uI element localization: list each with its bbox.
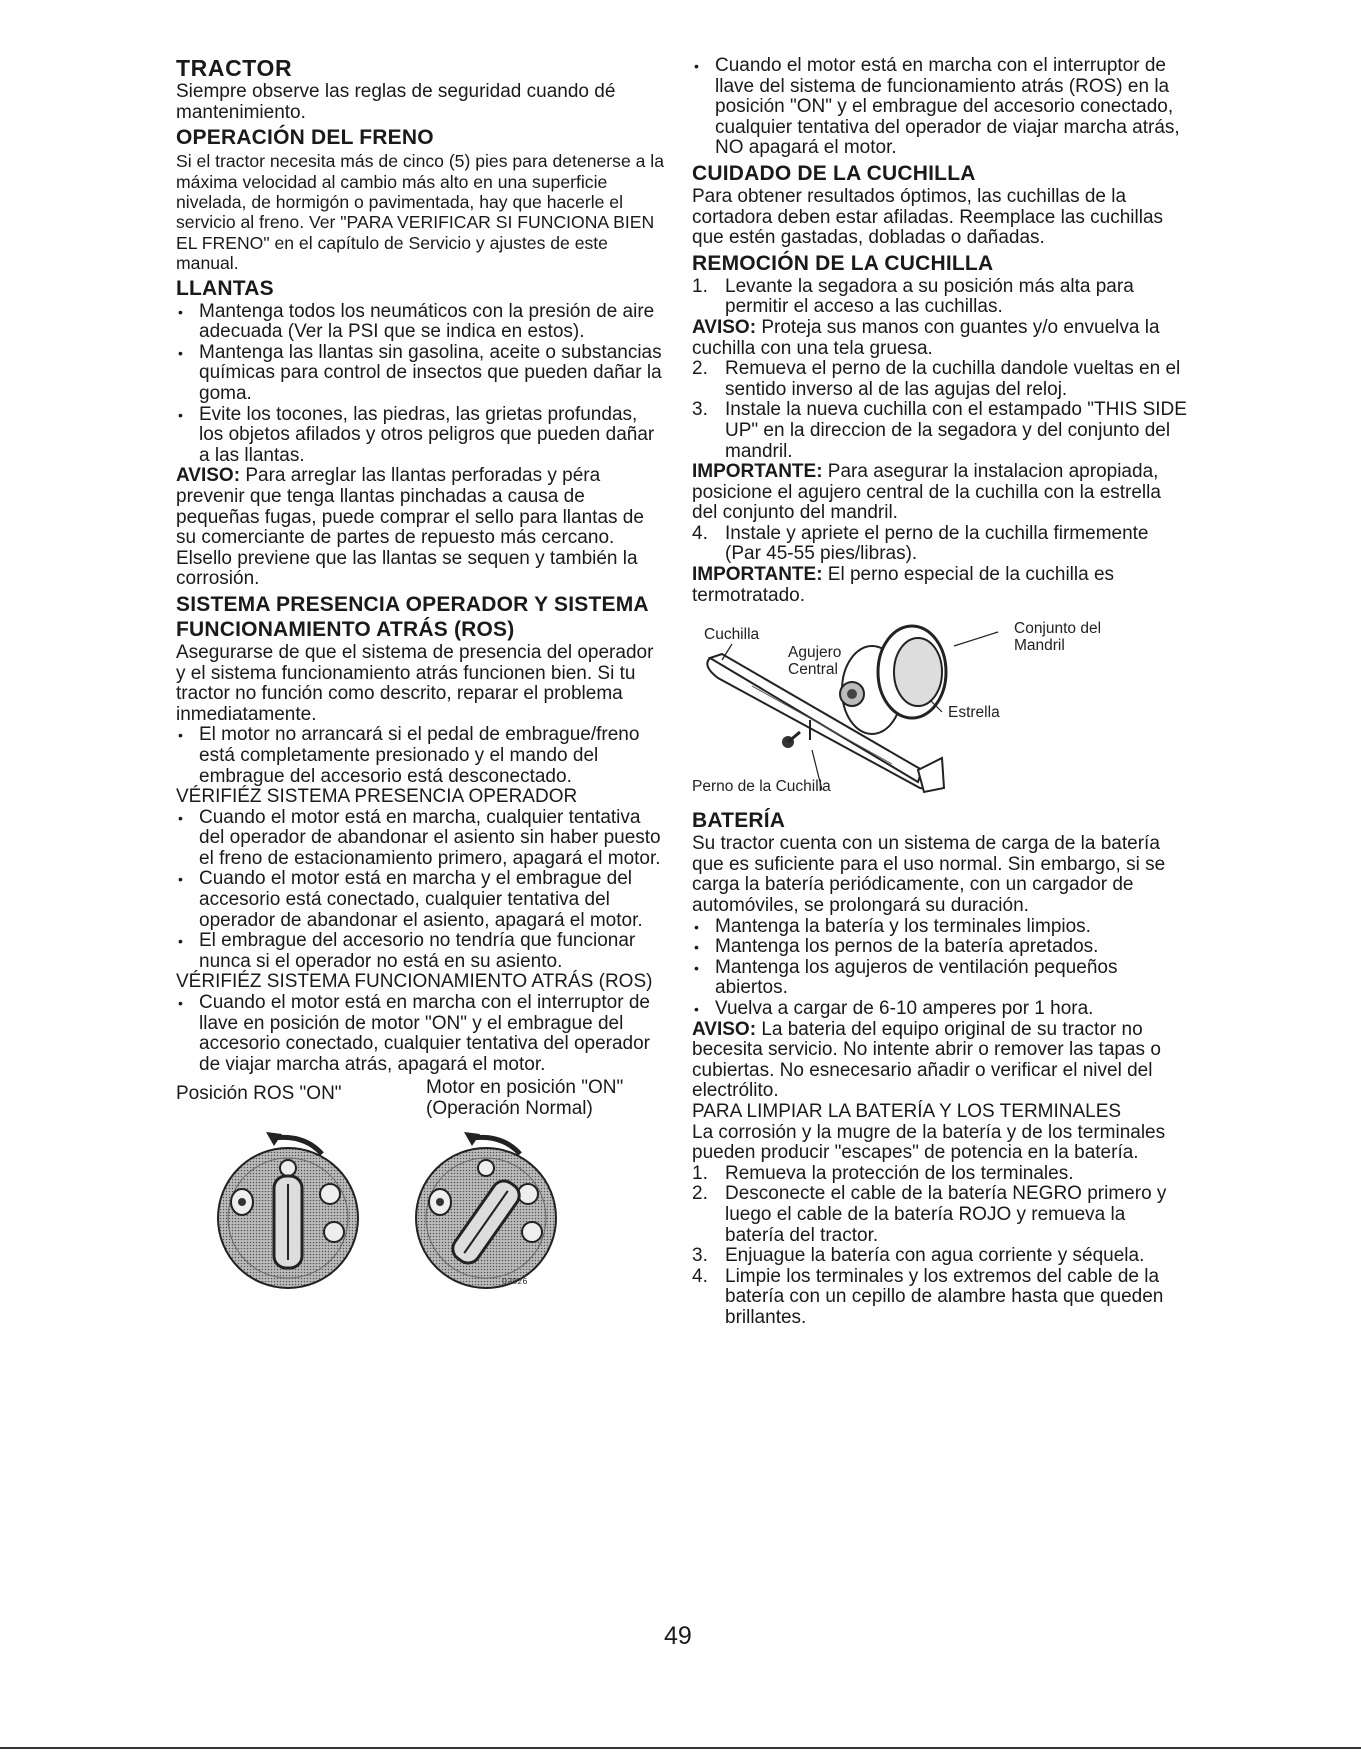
notice-label: AVISO: xyxy=(176,465,241,487)
figure-code: 02826 xyxy=(502,1277,528,1287)
label-perno-cuchilla: Perno de la Cuchilla xyxy=(692,778,831,796)
removal-step: 3. Instale la nueva cuchilla con el estampado "THIS SIDE UP" en la direccion de la segadora y del conjunto del mandril. xyxy=(692,399,1187,462)
right-column xyxy=(692,56,1187,1329)
removal-step: 4. Instale y apriete el perno de la cuchilla firmemente (Par 45-55 pies/libras). xyxy=(692,522,1149,565)
label-agujero-central: Agujero Central xyxy=(788,644,842,679)
battery-bullet: • Mantenga los agujeros de ventilación pequeños abiertos. xyxy=(692,958,1187,999)
battery-heading: BATERÍA xyxy=(692,809,786,833)
clean-battery-subheading: PARA LIMPIAR LA BATERÍA Y LOS TERMINALES xyxy=(692,1100,1122,1122)
ros-on-knob-icon xyxy=(204,1124,374,1290)
tires-bullet: • Evite los tocones, las piedras, las grietas profundas, los objetos afilados y otros peligros que pueden dañar a las llantas. xyxy=(176,405,666,467)
battery-bullet: • Mantenga los pernos de la batería apretados. xyxy=(692,937,1187,958)
ros-continued-bullet: • Cuando el motor está en marcha con el interruptor de llave del sistema de funcionamiento atrás (ROS) en la posición "ON" y el embrague del accesorio conectado, cualquier tentativa del operador de viajar marcha atrás, NO apagará el motor. xyxy=(692,56,1187,159)
brake-heading: OPERACIÓN DEL FRENO xyxy=(176,126,434,150)
ros-bullet: • El motor no arrancará si el pedal de embrague/freno está completamente presionado y el mando del embrague del accesorio está desconectado. xyxy=(176,725,666,787)
tires-bullet: • Mantenga todos los neumáticos con la presión de aire adecuada (Ver la PSI que se indica en estos). xyxy=(176,302,666,343)
ros-paragraph: Asegurarse de que el sistema de presencia del operador y el sistema funcionamiento atrás funcionen bien. Si tu tractor no función como descrito, reparar el problema inmediatamente. xyxy=(176,641,654,725)
clean-step: 3. Enjuague la batería con agua corriente y séquela. xyxy=(692,1245,1145,1267)
tractor-paragraph: Siempre observe las reglas de seguridad cuando dé mantenimiento. xyxy=(176,81,616,123)
verify-presence-subheading: VÉRIFIÉZ SISTEMA PRESENCIA OPERADOR xyxy=(176,786,578,808)
label-cuchilla: Cuchilla xyxy=(704,626,760,644)
clean-step: 4. Limpie los terminales y los extremos del cable de la batería con un cepillo de alambre hasta que queden brillantes. xyxy=(692,1265,1164,1328)
tires-bullet: • Mantenga las llantas sin gasolina, aceite o substancias químicas para control de insectos que pueden dañar la goma. xyxy=(176,343,666,405)
blade-removal-heading: REMOCIÓN DE LA CUCHILLA xyxy=(692,251,994,275)
important-note: IMPORTANTE: El perno especial de la cuchilla es termotratado. xyxy=(692,564,1115,606)
clean-step: 1. Remueva la protección de los terminales. xyxy=(692,1162,1074,1184)
removal-notice: AVISO: Proteja sus manos con guantes y/o envuelva la cuchilla con una tela gruesa. xyxy=(692,316,1160,359)
page-number: 49 xyxy=(664,1622,692,1650)
blade-care-paragraph: Para obtener resultados óptimos, las cuchillas de la cortadora deben estar afiladas. Reemplace las cuchillas que estén gastadas, dobladas o dañadas. xyxy=(692,185,1164,249)
notice-text: Para arreglar las llantas perforadas y péra prevenir que tenga llantas pinchadas a causa de pequeñas fugas, puede comprar el sello para llantas de su comerciante de partes de repuesto más cercano. Elsello previene que las llantas se sequen y también la corrosión. xyxy=(176,465,644,590)
tractor-heading: TRACTOR xyxy=(176,55,293,81)
battery-bullet: • Vuelva a cargar de 6-10 amperes por 1 hora. xyxy=(692,999,1187,1020)
left-column xyxy=(176,56,666,1290)
clean-battery-paragraph: La corrosión y la mugre de la batería y de los terminales pueden producir "escapes" de potencia en la batería. xyxy=(692,1121,1166,1164)
verify-reverse-subheading: VÉRIFIÉZ SISTEMA FUNCIONAMIENTO ATRÁS (ROS) xyxy=(176,971,653,993)
blade-care-heading: CUIDADO DE LA CUCHILLA xyxy=(692,161,976,185)
removal-step: 1. Levante la segadora a su posición más alta para permitir el acceso a las cuchillas. xyxy=(692,275,1134,318)
motor-on-knob-icon xyxy=(402,1124,572,1290)
page-bottom-rule xyxy=(0,1747,1361,1749)
blade-diagram xyxy=(692,620,1187,804)
battery-bullet: • Mantenga la batería y los terminales limpios. xyxy=(692,917,1187,938)
knob-caption-ros: Posición ROS "ON" xyxy=(176,1083,342,1105)
ignition-knob-figures xyxy=(176,1124,666,1290)
knob-captions xyxy=(176,1078,666,1124)
label-estrella: Estrella xyxy=(948,704,1000,722)
removal-step: 2. Remueva el perno de la cuchilla dandole vueltas en el sentido inverso al de las agujas del reloj. xyxy=(692,358,1181,400)
battery-notice: AVISO: La bateria del equipo original de su tractor no becesita servicio. No intente abrir o remover las tapas o cubiertas. No esnecesario añadir o verificar el nivel del electrólito. xyxy=(692,1018,1161,1102)
battery-paragraph: Su tractor cuenta con un sistema de carga de la batería que es suficiente para el uso normal. Sin embargo, si se carga la batería periódicamente, con un cargador de automóviles, se prolongará su duración. xyxy=(692,833,1166,917)
ros-heading: SISTEMA PRESENCIA OPERADOR Y SISTEMA FUNCIONAMIENTO ATRÁS (ROS) xyxy=(176,592,648,641)
tires-notice xyxy=(176,466,666,590)
brake-paragraph: Si el tractor necesita más de cinco (5) pies para detenerse a la máxima velocidad al cambio más alto en una superficie nivelada, de hormigón o pavimentada, hay que hacerle el servicio al freno. Ver "PARA VERIFICAR SI FUNCIONA BIEN EL FRENO" en el capítulo de Servicio y ajustes de este manual. xyxy=(176,151,664,274)
presence-bullet: • Cuando el motor está en marcha, cualquier tentativa del operador de abandonar el asiento sin haber puesto el freno de estacionamiento primero, apagará el motor. xyxy=(176,808,666,870)
clean-step: 2. Desconecte el cable de la batería NEGRO primero y luego el cable de la batería ROJO y remueva la batería del tractor. xyxy=(692,1183,1167,1246)
tires-heading: LLANTAS xyxy=(176,276,274,300)
presence-bullet: • Cuando el motor está en marcha y el embrague del accesorio está conectado, cualquier tentativa del operador de abandonar el asiento, apagará el motor. xyxy=(176,869,666,931)
knob-caption-normal: Motor en posición "ON" (Operación Normal) xyxy=(426,1077,624,1119)
reverse-bullet: • Cuando el motor está en marcha con el interruptor de llave en posición de motor "ON" y el embrague del accesorio conectado, cualquier tentativa del operador de viajar marcha atrás, apagará el motor. xyxy=(176,993,666,1075)
presence-bullet: • El embrague del accesorio no tendría que funcionar nunca si el operador no está en su asiento. xyxy=(176,931,666,972)
important-note: IMPORTANTE: Para asegurar la instalacion apropiada, posicione el agujero central de la cuchilla con la estrella del conjunto del mandril. xyxy=(692,461,1161,524)
label-conjunto-mandril: Conjunto del Mandril xyxy=(1014,620,1102,655)
